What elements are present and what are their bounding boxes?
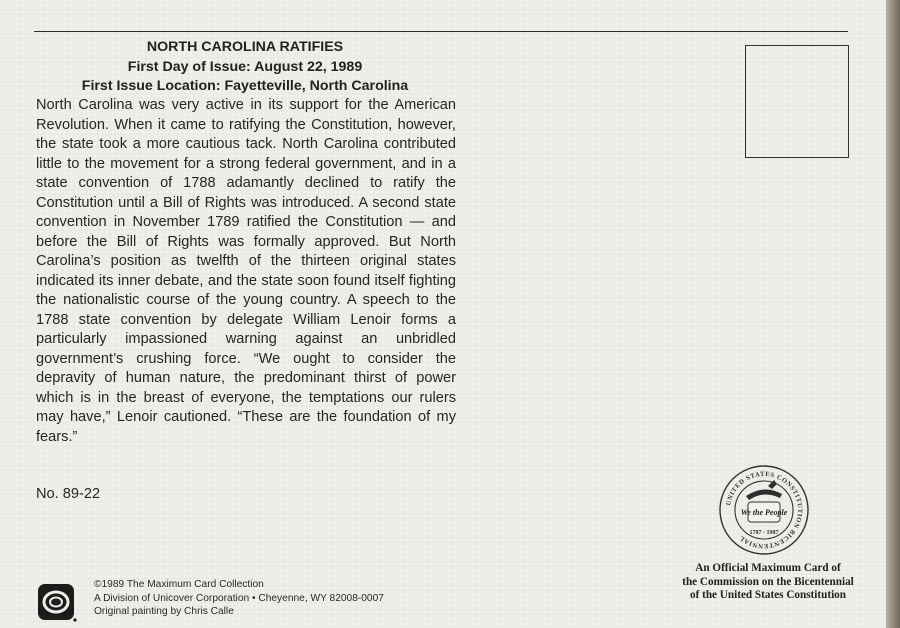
seal-years: 1787 · 1987: [749, 530, 779, 536]
official-line-3: of the United States Constitution: [689, 589, 846, 601]
official-line-1: An Official Maximum Card of: [695, 562, 841, 574]
card-number: No. 89-22: [36, 486, 101, 502]
top-rule-divider: [34, 31, 848, 32]
card-title: NORTH CAROLINA RATIFIES: [146, 39, 344, 55]
first-day-of-issue: First Day of Issue: August 22, 1989: [127, 58, 363, 75]
official-card-notice: [652, 562, 884, 603]
publisher-credits: [94, 578, 384, 619]
title-block: [34, 38, 456, 97]
description-paragraph: North Carolina was very active in its support for the American Revolution. When it came to ratifying the Constitution, however, the state took a more cautious tack. North Carolina contributed little to the movement for a strong federal government, and in a state convention of 1788 adamantly declined to ratify the Constitution until a Bill of Rights was introduced. A second state convention in November 1789 ratified the Constitution — and before the Bill of Rights was formally approved. But North Carolina’s position as twelfth of the thirteen original states indicated its inner debate, and the state soon found itself fighting the nationalistic course of the young country. A speech to the 1788 state convention by delegate William Lenoir forms a particularly impassioned warning against an unbridled government’s crushing force. “We ought to consider the depravity of human nature, the predominant thirst of power which is in the breast of everyone, the temptations our rulers may have,” Lenoir cautioned. “These are the foundation of my fears.”: [36, 97, 456, 445]
copyright-line: ©1989 The Maximum Card Collection: [94, 579, 264, 590]
first-issue-location: First Issue Location: Fayetteville, North Carolina: [81, 78, 409, 94]
seal-motto: We the People: [740, 508, 788, 517]
official-line-2: the Commission on the Bicentennial: [682, 575, 854, 588]
unicover-logo-icon: [37, 583, 77, 623]
card-shadow-edge: [886, 0, 900, 628]
stamp-placement-box: [745, 45, 849, 158]
publisher-address-line: A Division of Unicover Corporation • Cheyenne, WY 82008-0007: [94, 592, 384, 604]
painting-credit-line: Original painting by Chris Calle: [94, 606, 234, 618]
bicentennial-seal-icon: [716, 462, 812, 558]
seal-ring-text: UNITED STATES CONSTITUTION BICENTENNIAL: [725, 470, 804, 550]
